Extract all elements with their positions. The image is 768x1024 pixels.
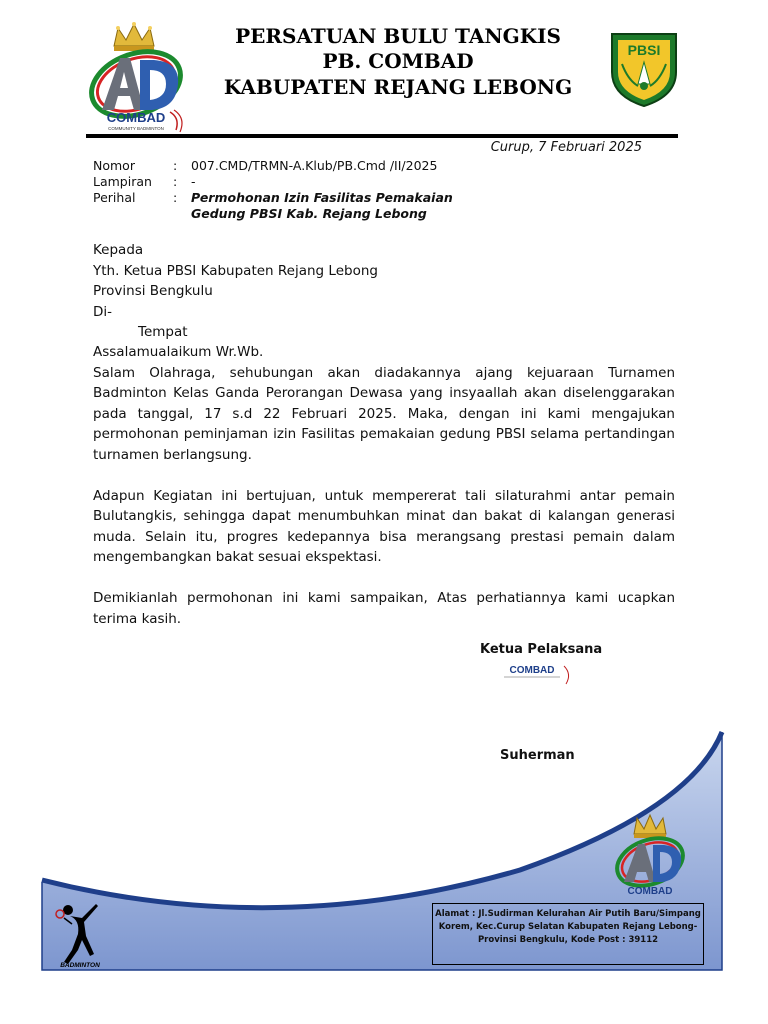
recipient-province: Provinsi Bengkulu <box>93 283 213 299</box>
svg-text:COMBAD: COMBAD <box>509 665 555 676</box>
recipient-kepada: Kepada <box>93 242 144 258</box>
crown-icon <box>114 22 154 51</box>
address-line: Provinsi Bengkulu, Kode Post : 39112 <box>477 935 659 945</box>
address-box <box>432 903 704 965</box>
letterhead-title <box>190 24 606 100</box>
meta-row-perihal <box>93 190 491 206</box>
meta-label <box>93 206 173 222</box>
meta-value: - <box>191 174 196 189</box>
letter-body <box>93 342 675 650</box>
meta-value: 007.CMD/TRMN-A.Klub/PB.Cmd /II/2025 <box>191 158 438 173</box>
combad-logo <box>80 18 192 138</box>
svg-text:COMBAD: COMBAD <box>106 110 166 125</box>
letterhead-divider <box>86 134 678 138</box>
meta-row-nomor <box>93 158 491 174</box>
meta-label: Perihal <box>93 190 136 205</box>
meta-colon: : <box>173 174 178 189</box>
pbsi-logo <box>606 28 682 108</box>
letter-date: Curup, 7 Februari 2025 <box>490 140 642 155</box>
letterhead-line2: PB. COMBAD <box>322 49 474 73</box>
meta-value: Permohonan Izin Fasilitas Pemakaian <box>191 190 453 205</box>
svg-text:COMMUNITY BADMINTON: COMMUNITY BADMINTON <box>108 126 164 131</box>
recipient-di: Di- <box>93 303 113 320</box>
meta-value: Gedung PBSI Kab. Rejang Lebong <box>191 206 427 221</box>
signature-name: Suherman <box>500 748 575 763</box>
meta-row-lampiran <box>93 174 491 190</box>
svg-text:BADMINTON: BADMINTON <box>60 962 100 968</box>
signature-title: Ketua Pelaksana <box>480 642 603 657</box>
greeting: Assalamualaikum Wr.Wb. <box>93 344 264 360</box>
meta-label: Lampiran <box>93 174 152 189</box>
svg-text:PBSI: PBSI <box>627 42 661 58</box>
address-line: Alamat : Jl.Sudirman Kelurahan Air Putih Baru/Simpang <box>435 909 701 919</box>
letterhead-line3: KABUPATEN REJANG LEBONG <box>223 75 573 99</box>
body-paragraph: Demikianlah permohonan ini kami sampaikan, Atas perhatiannya kami ucapkan terima kasih. <box>93 590 675 627</box>
svg-text:COMBAD: COMBAD <box>627 886 673 897</box>
crown-icon <box>634 815 666 838</box>
recipient-yth: Yth. Ketua PBSI Kabupaten Rejang Lebong <box>93 262 378 279</box>
meta-colon <box>173 206 191 222</box>
meta-colon: : <box>173 158 178 173</box>
badminton-player-icon <box>50 900 110 968</box>
meta-row-perihal-cont <box>93 206 491 222</box>
meta-label: Nomor <box>93 158 135 173</box>
letterhead-line1: PERSATUAN BULU TANGKIS <box>235 24 561 48</box>
recipient-block <box>93 240 378 343</box>
combad-footer-logo <box>608 812 692 902</box>
recipient-tempat: Tempat <box>138 324 188 340</box>
meta-colon: : <box>173 190 178 205</box>
body-paragraph: Adapun Kegiatan ini bertujuan, untuk mempererat tali silaturahmi antar pemain Bulutangkis, sehingga dapat menumbuhkan minat dan bakat di kalangan generasi muda. Selain itu, progres kedepannya bisa merangsang prestasi pemain dalam mengembangkan bakat sesuai ekspektasi. <box>93 487 675 565</box>
letter-meta <box>93 158 491 222</box>
combad-stamp <box>494 660 574 688</box>
address-line: Korem, Kec.Curup Selatan Kabupaten Rejang Lebong- <box>438 922 698 932</box>
body-paragraph: Salam Olahraga, sehubungan akan diadakannya ajang kejuaraan Turnamen Badminton Kelas Ganda Perorangan Dewasa yang insyaallah akan diselenggarakan pada tanggal, 17 s.d 22 Februari 2025. Maka, dengan ini kami mengajukan permohonan peminjaman izin Fasilitas pemakaian gedung PBSI selama pertandingan turnamen berlangsung. <box>93 364 675 463</box>
